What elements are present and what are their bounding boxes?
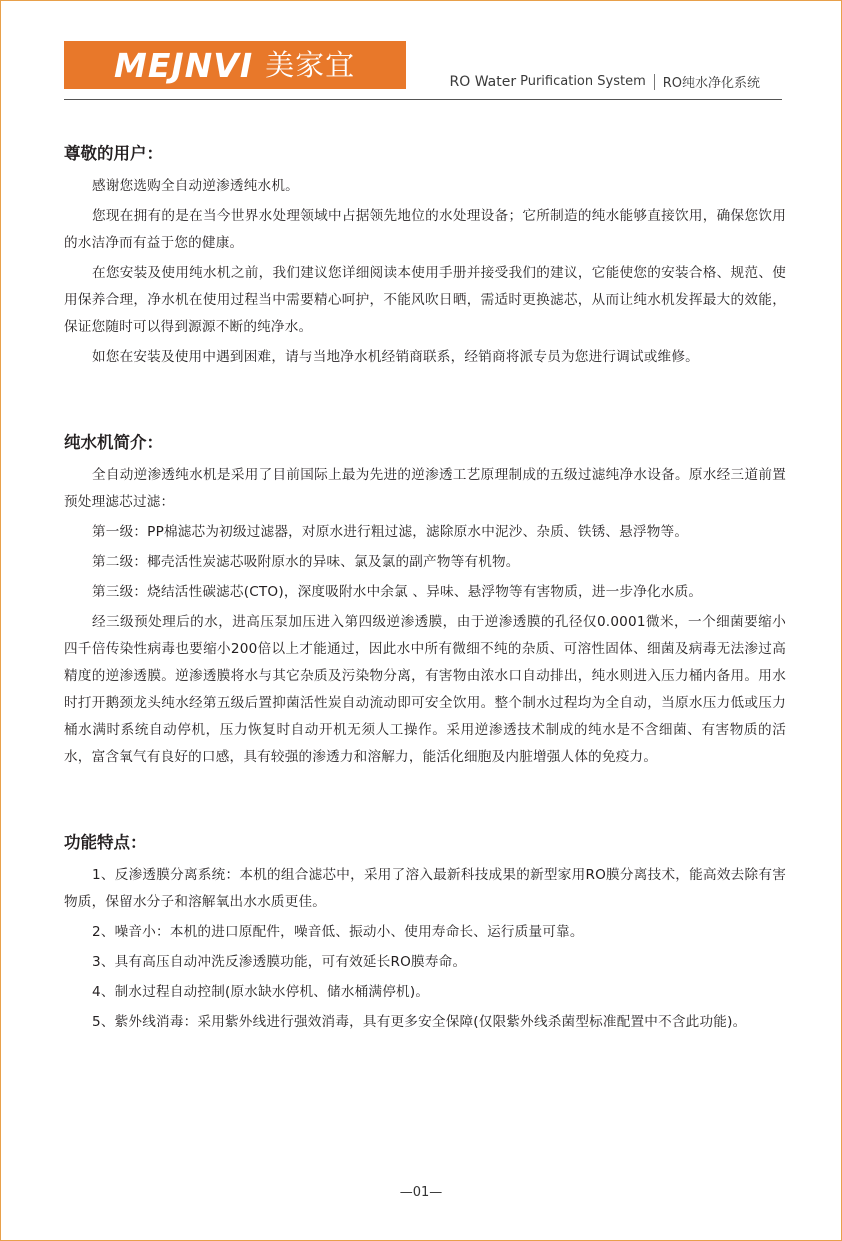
feature-item: 4、制水过程自动控制(原水缺水停机、储水桶满停机)。	[92, 984, 430, 1000]
paragraph: 全自动逆渗透纯水机是采用了目前国际上最为先进的逆渗透工艺原理制成的五级过滤纯净水设备。原水经三道前置预处理滤芯过滤：	[64, 467, 786, 510]
paragraph: 您现在拥有的是在当今世界水处理领域中占据领先地位的水处理设备；它所制造的纯水能够直接饮用，确保您饮用的水洁净而有益于您的健康。	[64, 208, 786, 251]
brand-logo	[64, 41, 406, 89]
section-title: 功能特点：	[64, 833, 147, 852]
brand-logo-latin: MEJNVI	[114, 45, 254, 85]
paragraph: 如您在安装及使用中遇到困难，请与当地净水机经销商联系，经销商将派专员为您进行调试或维修。	[92, 349, 699, 365]
feature-item: 3、具有高压自动冲洗反渗透膜功能，可有效延长RO膜寿命。	[92, 954, 467, 970]
tagline-ro-water: RO Water	[449, 73, 517, 90]
paragraph: 经三级预处理后的水，进高压泵加压进入第四级逆渗透膜，由于逆渗透膜的孔径仅0.0001微米，一个细菌要缩小四千倍传染性病毒也要缩小200倍以上才能通过，因此水中所有微细不纯的杂质、可溶性固体、细菌及病毒无法渗过高精度的逆渗透膜。逆渗透膜将水与其它杂质及污染物分离，有害物由浓水口自动排出，纯水则进入压力桶内备用。用水时打开鹅颈龙头纯水经第五级后置抑菌活性炭自动流动即可安全饮用。整个制水过程均为全自动，当原水压力低或压力桶水满时系统自动停机，压力恢复时自动开机无须人工操作。采用逆渗透技术制成的纯水是不含细菌、有害物质的活水，富含氧气有良好的口感，具有较强的渗透力和溶解力，能活化细胞及内脏增强人体的免疫力。	[64, 614, 786, 765]
tagline-purification-system: Purification System	[520, 74, 646, 89]
paragraph: 第二级：椰壳活性炭滤芯吸附原水的异味、氯及氯的副产物等有机物。	[92, 554, 520, 570]
section-title: 纯水机简介：	[64, 433, 163, 452]
section-features	[64, 829, 786, 1036]
paragraph: 在您安装及使用纯水机之前，我们建议您详细阅读本使用手册并接受我们的建议，它能使您的安装合格、规范、使用保养合理，净水机在使用过程当中需要精心呵护，不能风吹日晒，需适时更换滤芯，从而让纯水机发挥最大的效能，保证您随时可以得到源源不断的纯净水。	[64, 265, 786, 335]
feature-item: 1、反渗透膜分离系统：本机的组合滤芯中，采用了溶入最新科技成果的新型家用RO膜分离技术，能高效去除有害物质，保留水分子和溶解氧出水水质更佳。	[64, 867, 786, 910]
section-introduction	[64, 429, 786, 771]
header-tagline	[450, 72, 760, 91]
tagline-chinese: RO纯水净化系统	[662, 76, 760, 91]
document-body	[64, 140, 786, 1094]
tagline-separator	[654, 74, 655, 90]
page-number: —01—	[399, 1185, 443, 1200]
feature-item: 5、紫外线消毒：采用紫外线进行强效消毒，具有更多安全保障(仅限紫外线杀菌型标准配置中不含此功能)。	[92, 1014, 747, 1030]
feature-item: 2、噪音小：本机的进口原配件，噪音低、振动小、使用寿命长、运行质量可靠。	[92, 924, 584, 940]
paragraph: 第三级：烧结活性碳滤芯(CTO)，深度吸附水中余氯 、异味、悬浮物等有害物质，进一步净化水质。	[92, 584, 703, 600]
paragraph: 感谢您选购全自动逆渗透纯水机。	[92, 178, 299, 194]
brand-logo-chinese: 美家宜	[265, 47, 356, 82]
section-dear-user	[64, 140, 786, 371]
header-divider	[64, 99, 782, 100]
paragraph: 第一级：PP棉滤芯为初级过滤器，对原水进行粗过滤，滤除原水中泥沙、杂质、铁锈、悬浮物等。	[92, 524, 689, 540]
section-title: 尊敬的用户：	[64, 144, 163, 163]
